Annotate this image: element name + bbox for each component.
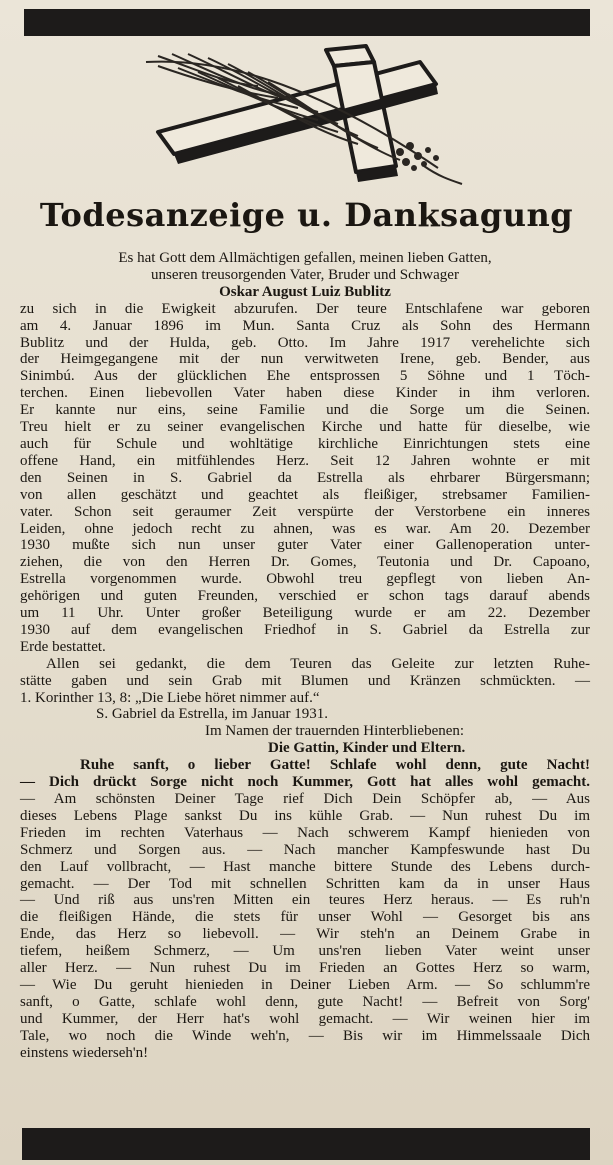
poem-line: — Dich drückt Sorge nicht noch Kummer, Gott hat alles wohl gemacht. [20, 774, 590, 791]
text-line: gehörigen und guten Freunden, verschied er schon tags darauf abends [20, 588, 590, 605]
text-line: von allen geschätzt und geachtet als fleißiger, strebsamer Familien- [20, 486, 590, 503]
place-date: S. Gabriel da Estrella, im Januar 1931. [96, 706, 329, 723]
intro-line: unseren treusorgenden Vater, Bruder und Schwager [151, 266, 459, 283]
text-line: 1930 auf dem evangelischen Friedhof in S. Gabriel da Estrella zur [20, 621, 590, 638]
thanks-line: stätte gaben und sein Grab mit Blumen und Kränzen schmückten. — [20, 672, 590, 689]
poem-line: Ruhe sanft, o lieber Gatte! Schlafe wohl denn, gute Nacht! [80, 757, 590, 774]
poem-line: dieses Lebens Plage sankst Du ins kühle Grab. — Nun ruhest Du im [20, 807, 590, 824]
notice-body [20, 250, 590, 1062]
cross-and-palm-icon [138, 40, 468, 190]
poem-line: den Lauf vollbracht, — Hast manche bittere Stunde des Lebens durch- [20, 858, 590, 875]
text-line: Treu hielt er zu seiner evangelischen Kirche und hatte für dieselbe, wie [20, 419, 590, 436]
notice-title: Todesanzeige u. Danksagung [39, 196, 574, 234]
thanks-line: Allen sei gedankt, die dem Teuren das Geleite zur letzten Ruhe- [46, 655, 590, 672]
poem-line: aller Herz. — Nun ruhest Du im Frieden an Gottes Herz so warm, [20, 960, 590, 977]
poem-line: Ende, das Herz so liebevoll. — Wir steh'n an Deinem Grabe in [20, 926, 590, 943]
poem-line: Frieden im rechten Vaterhaus — Nach schwerem Kampf hienieden von [20, 824, 590, 841]
text-line: der Heimgegangene mit der nun verwitweten Irene, geb. Bender, aus [20, 351, 590, 368]
top-black-rule [24, 9, 590, 36]
poem-line: sanft, o Gatte, schlafe wohl denn, gute Nacht! — Befreit von Sorg' [20, 993, 590, 1010]
text-line: ziehen, die von den Herren Dr. Gomes, Teutonia und Dr. Capoano, [20, 554, 590, 571]
text-line: auch für Schule und wohltätige kirchliche Einrichtungen stets eine [20, 435, 590, 452]
signature-intro: Im Namen der trauernden Hinterbliebenen: [205, 723, 465, 740]
text-line: vater. Schon seit geraumer Zeit verspürte der Verstorbene ein inneres [20, 503, 590, 520]
poem-line: — Am schönsten Deiner Tage rief Dich Dein Schöpfer ab, — Aus [20, 791, 590, 807]
poem-line: einstens wiederseh'n! [20, 1044, 149, 1061]
intro-line: Es hat Gott dem Allmächtigen gefallen, meinen lieben Gatten, [118, 250, 492, 266]
bottom-black-rule [22, 1128, 590, 1160]
poem-line: die fleißigen Hände, die stets für unser Wohl — Gesorget bis ans [20, 909, 590, 926]
poem-line: — Wie Du geruht hienieden in Deiner Lieben Arm. — So schlumm're [20, 976, 590, 993]
bible-verse: 1. Korinther 13, 8: „Die Liebe höret nimmer auf.“ [20, 689, 320, 706]
poem-line: gemacht. — Der Tod mit schnellen Schritten kam da in unser Haus [20, 875, 590, 892]
text-line: offene Hand, ein mitfühlendes Herz. Seit 12 Jahren wohnte er mit [20, 452, 590, 469]
text-line: terchen. Einen liebevollen Vater haben diese Kinder in ihm verloren. [20, 385, 590, 402]
poem-line: — Und riß aus uns'ren Mitten ein teures Herz heraus. — Es ruh'n [20, 892, 590, 909]
signature: Die Gattin, Kinder und Eltern. [268, 740, 466, 757]
text-line: um 11 Uhr. Unter großer Beteiligung wurde er am 22. Dezember [20, 605, 590, 622]
deceased-name: Oskar August Luiz Bublitz [219, 283, 391, 300]
text-line: Bublitz und der Hulda, geb. Otto. Im Jahre 1917 verehelichte sich [20, 334, 590, 351]
poem-line: und Kummer, der Herr hat's wohl gemacht. — Wir weinen hier im [20, 1010, 590, 1027]
text-line: zu sich in die Ewigkeit abzurufen. Der teure Entschlafene war geboren [20, 300, 590, 317]
text-line: Erde bestattet. [20, 638, 106, 655]
text-line: den Seinen in S. Gabriel da Estrella als ehrbarer Bürgersmann; [20, 469, 590, 486]
poem-line: Tale, wo noch die Winde weh'n, — Bis wir im Himmelssaale Dich [20, 1027, 590, 1044]
text-line: Estrella vorgenommen wurde. Obwohl treu gepflegt von lieben An- [20, 571, 590, 588]
text-line: Sinimbú. Aus der glücklichen Ehe entsprossen 5 Söhne und 1 Töch- [20, 368, 590, 385]
poem-line: Schmerz und Sorgen aus. — Nach mancher Kampfeswunde hast Du [20, 841, 590, 858]
text-line: 1930 mußte sich nun unser guter Vater einer Gallenoperation unter- [20, 537, 590, 554]
poem-line: tiefem, heißem Schmerz, — Um uns'ren lieben Vater weint unser [20, 943, 590, 960]
text-line: Leiden, ohne jedoch recht zu ahnen, was es war. Am 20. Dezember [20, 520, 590, 537]
text-line: am 4. Januar 1896 im Mun. Santa Cruz als Sohn des Hermann [20, 317, 590, 334]
text-line: Er kannte nur eins, seine Familie und die Sorge um die Seinen. [20, 402, 590, 419]
